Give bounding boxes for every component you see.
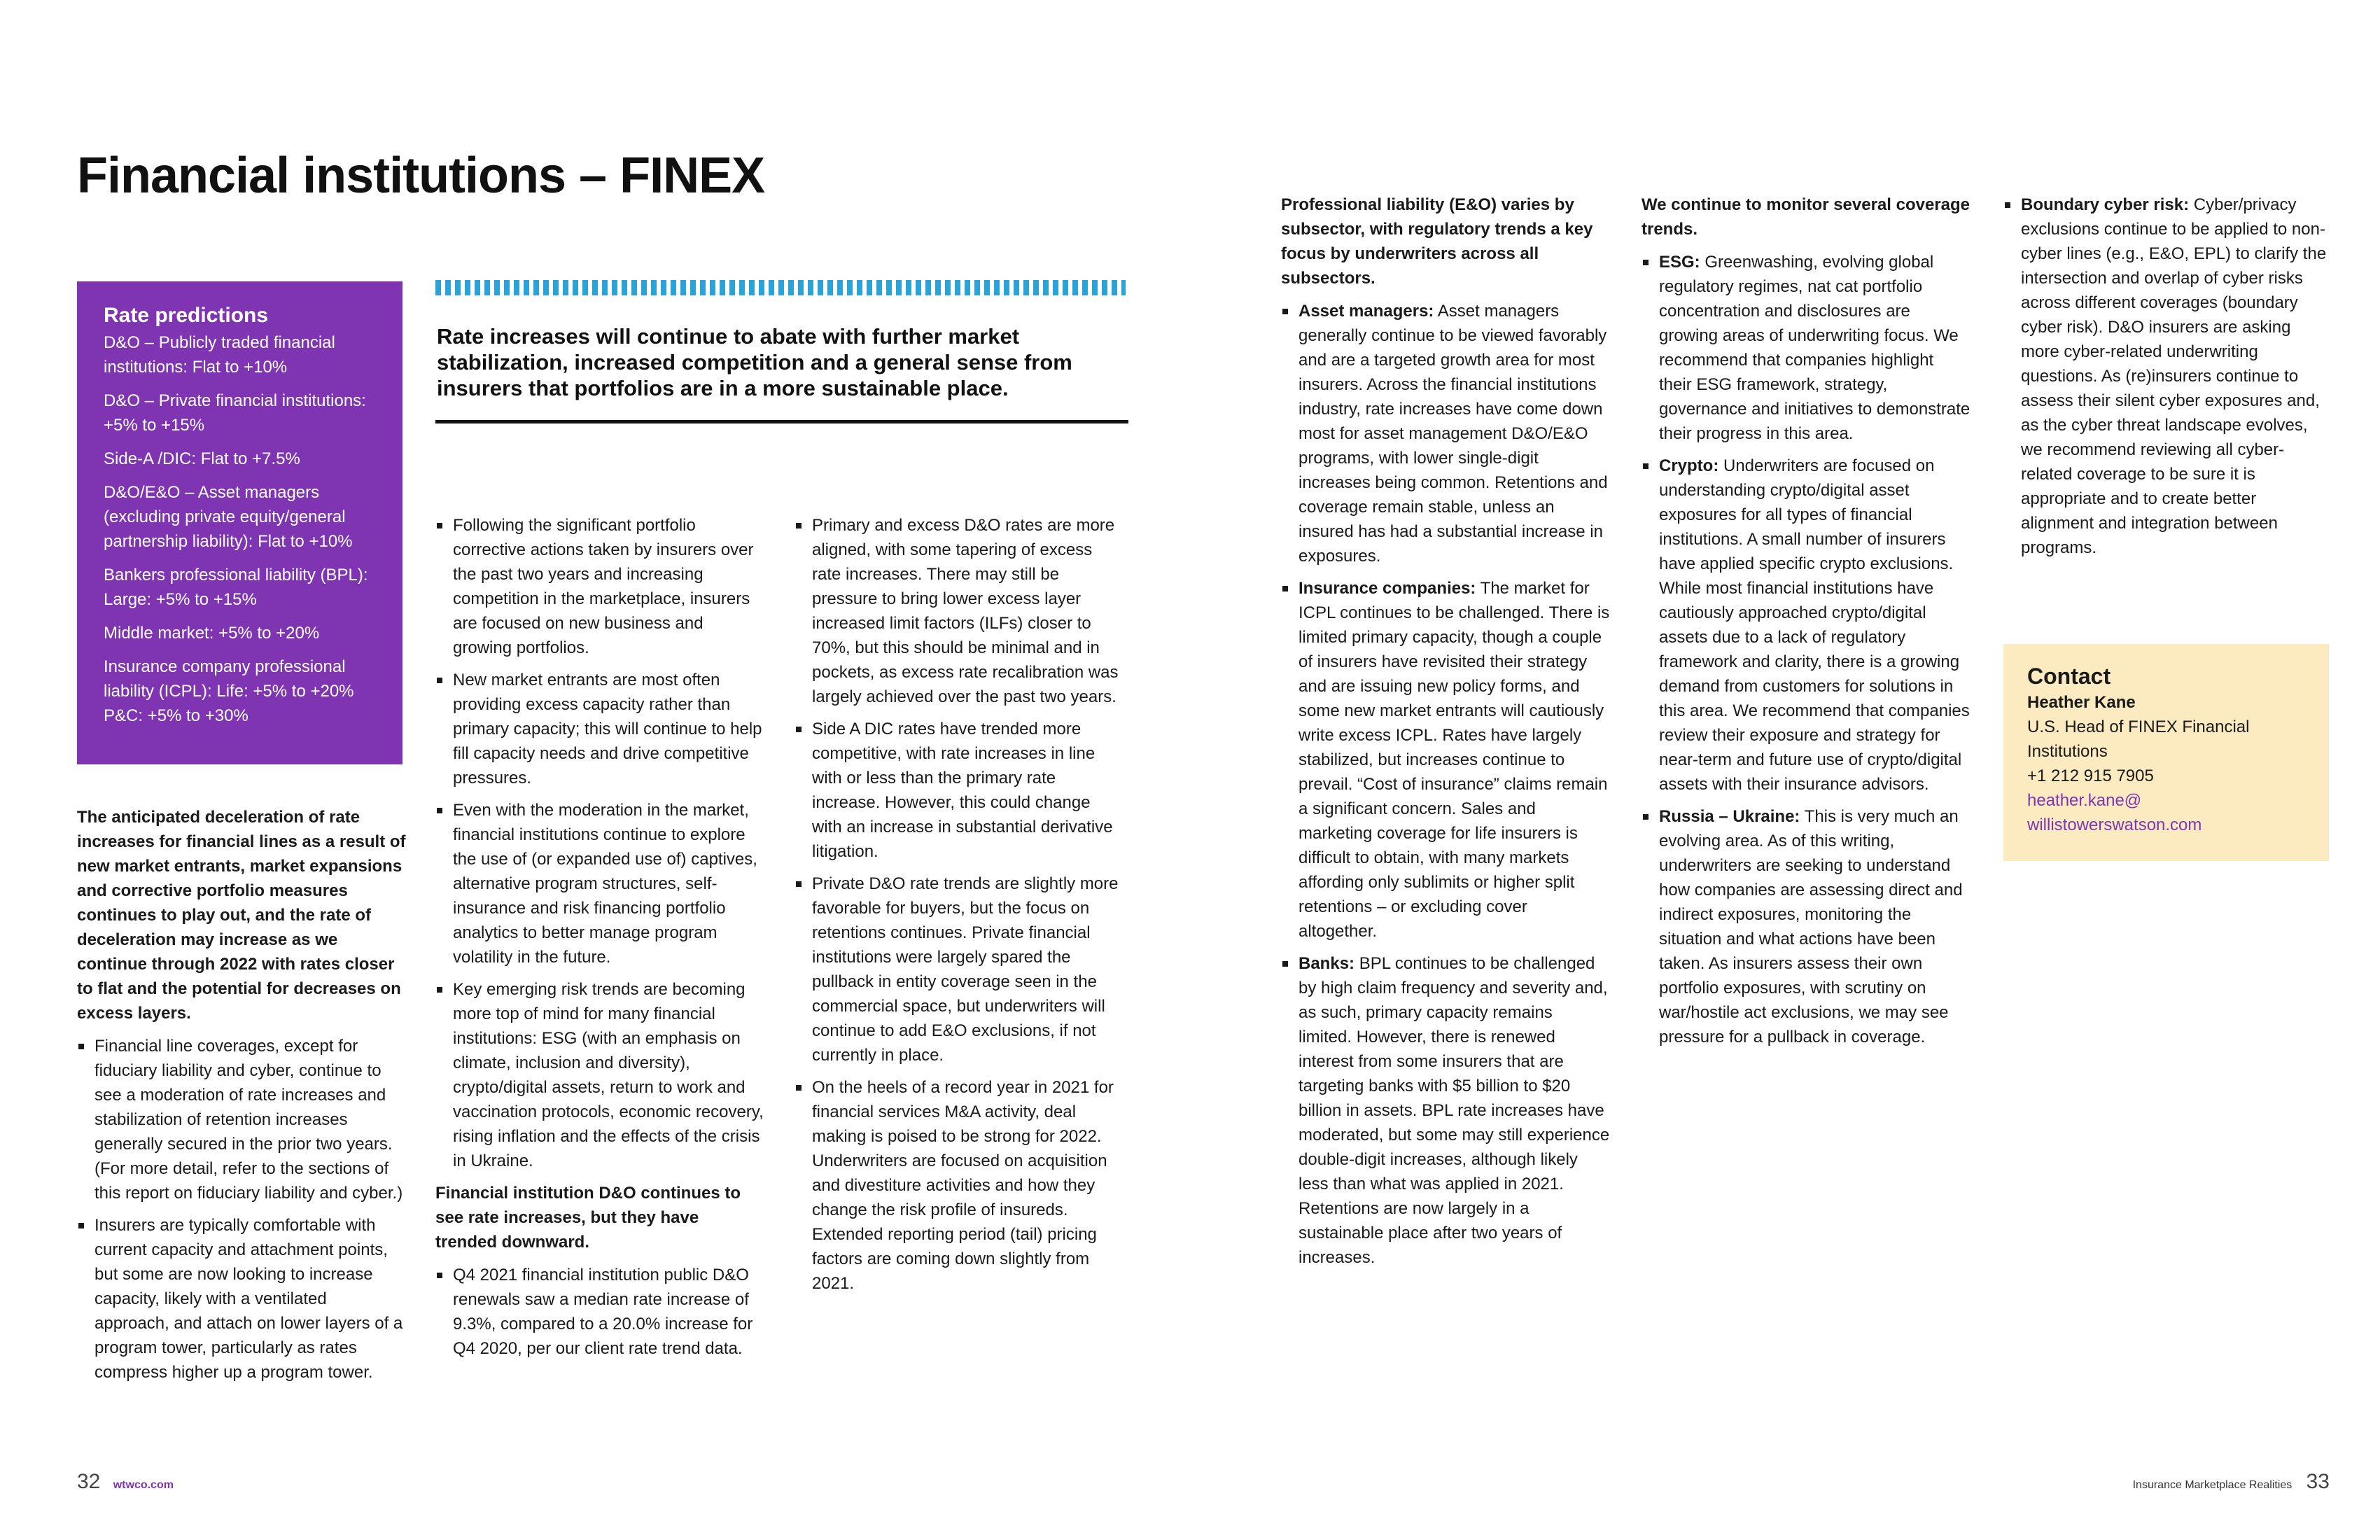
divider-rule [435,420,1128,424]
column-2 [435,513,764,1368]
list-item: Key emerging risk trends are becoming more top of mind for many financial institutions: ESG (with an emphasis on climate, inclusion and diversity), crypto/digital assets, return to work and vaccination protocols, economic recovery, rising inflation and the effects of the crisis in Ukraine. [435,977,764,1173]
column-5-intro: We continue to monitor several coverage trends. [1642,195,1970,239]
list-item [1281,576,1610,944]
column-1-list [77,1034,406,1385]
list-item [2003,192,2332,560]
column-4-intro: Professional liability (E&O) varies by subsector, with regulatory trends a key focus by underwriters across all subsectors. [1281,195,1593,288]
list-item-text: Greenwashing, evolving global regulatory regimes, nat cat portfolio concentration and disclosures are growing areas of underwriting focus. We recommend that companies highlight their ESG framework, strategy, governance and initiatives to demonstrate their progress in this area. [1659,253,1970,443]
footer-left [77,1470,174,1494]
column-2-subhead: Financial institution D&O continues to see rate increases, but they have trended downward. [435,1184,741,1252]
rate-prediction-item: Bankers professional liability (BPL): Large: +5% to +15% [104,566,368,609]
contact-box [2003,644,2329,861]
list-item: Financial line coverages, except for fiduciary liability and cyber, continue to see a moderation of rate increases and stabilization of retention increases generally secured in the prior two years. (For more detail, refer to the sections of this report on fiduciary liability and cyber.) [77,1034,406,1205]
column-3 [794,513,1124,1303]
list-item-text: Underwriters are focused on understanding crypto/digital asset exposures for all types of financial institutions. A small number of insurers have applied specific crypto exclusions. While most financial institutions have cautiously approached crypto/digital assets due to a lack of regulatory framework and clarity, there is a growing demand from customers for solutions in this area. We recommend that companies review their exposure and strategy for near-term and future use of crypto/digital assets with their insurance advisors. [1659,456,1970,794]
column-4-list [1281,299,1610,1270]
column-2-list [435,513,764,1173]
decorative-stripe [435,280,1126,295]
column-2-list-2 [435,1263,764,1361]
website-link[interactable]: wtwco.com [113,1479,174,1491]
list-item [1281,951,1610,1270]
list-item: Q4 2021 financial institution public D&O renewals saw a median rate increase of 9.3%, compared to a 20.0% increase for Q4 2020, per our client rate trend data. [435,1263,764,1361]
column-3-list [794,513,1124,1296]
list-item-text: Asset managers generally continue to be viewed favorably and are a targeted growth area for most insurers. Across the financial institutions industry, rate increases have come down most for asset management D&O/E&O programs, with lower single-digit increases being common. Retentions and coverage remain stable, unless an insured has had a substantial increase in exposures. [1298,302,1608,566]
list-item: Following the significant portfolio corrective actions taken by insurers over the past two years and increasing competition in the marketplace, insurers are focused on new business and growing portfolios. [435,513,764,660]
contact-email-line-1[interactable]: heather.kane@ [2027,791,2142,810]
list-item-label: Boundary cyber risk: [2021,195,2190,214]
rate-prediction-item: D&O – Private financial institutions: +5% to +15% [104,391,366,435]
list-item-label: ESG: [1659,253,1700,272]
page-title: Financial institutions – FINEX [77,148,765,204]
rate-predictions-heading: Rate predictions [104,304,269,327]
list-item: On the heels of a record year in 2021 for financial services M&A activity, deal making is poised to be strong for 2022. Underwriters are focused on acquisition and divestiture activities and how they change the risk profile of insureds. Extended reporting period (tail) pricing factors are coming down slightly from 2021. [794,1075,1124,1296]
list-item: Insurers are typically comfortable with current capacity and attachment points, but some are now looking to increase capacity, likely with a ventilated approach, and attach on lower layers of a program tower, particularly as rates compress higher up a program tower. [77,1213,406,1385]
column-1-intro: The anticipated deceleration of rate increases for financial lines as a result of new market entrants, market expansions and corrective portfolio measures continues to play out, and the rate of deceleration may increase as we continue through 2022 with rates closer to flat and the potential for decreases on excess layers. [77,808,406,1023]
contact-heading: Contact [2027,664,2111,689]
column-4 [1281,192,1610,1278]
list-item-label: Asset managers: [1298,302,1434,321]
column-6 [2003,192,2332,568]
list-item: New market entrants are most often providing excess capacity rather than primary capacity; this will continue to help fill capacity needs and drive competitive pressures. [435,668,764,790]
list-item: Side A DIC rates have trended more competitive, with rate increases in line with or less than the primary rate increase. However, this could change with an increase in substantial derivative litigation. [794,717,1124,864]
list-item: Private D&O rate trends are slightly more favorable for buyers, but the focus on retentions continues. Private financial institutions were largely spared the pullback in entity coverage seen in the commercial space, but underwriters will continue to add E&O exclusions, if not currently in place. [794,872,1124,1068]
list-item-text: BPL continues to be challenged by high claim frequency and severity and, as such, primary capacity remains limited. However, there is renewed interest from some insurers that are targeting banks with $5 billion to $20 billion in assets. BPL rate increases have moderated, but some may still experience double-digit increases, although likely less than what was applied in 2021. Retentions are now largely in a sustainable place after two years of increases. [1298,954,1610,1267]
column-5 [1642,192,1970,1057]
rate-prediction-item: Side-A /DIC: Flat to +7.5% [104,449,300,468]
list-item-text: The market for ICPL continues to be challenged. There is limited primary capacity, though a couple of insurers have revisited their strategy and are issuing new policy forms, and some new market entrants will cautiously write excess ICPL. Rates have largely stabilized, but increases continue to prevail. “Cost of insurance” claims remain a significant concern. Sales and marketing coverage for life insurers is difficult to obtain, with many markets affording only sublimits or higher split retentions – or excluding cover altogether. [1298,579,1610,941]
column-5-list [1642,250,1970,1049]
contact-name: Heather Kane [2027,693,2136,712]
list-item: Even with the moderation in the market, financial institutions continue to explore the use of (or expanded use of) captives, alternative program structures, self-insurance and risk financing portfolio analytics to better manage program volatility in the future. [435,798,764,969]
rate-prediction-item: Middle market: +5% to +20% [104,624,320,643]
list-item [1642,804,1970,1049]
contact-phone[interactable]: +1 212 915 7905 [2027,766,2154,785]
rate-prediction-item: D&O – Publicly traded financial institutions: Flat to +10% [104,333,335,377]
list-item: Primary and excess D&O rates are more aligned, with some tapering of excess rate increases. There may still be pressure to bring lower excess layer increased limit factors (ILFs) closer to 70%, but this should be minimal and in pockets, as excess rate recalibration was largely achieved over the past two years. [794,513,1124,709]
list-item-label: Crypto: [1659,456,1719,475]
footer-right [2133,1470,2330,1494]
list-item-label: Insurance companies: [1298,579,1476,598]
contact-email-link[interactable] [2027,788,2305,837]
rate-prediction-item: Insurance company professional liability (ICPL): Life: +5% to +20% P&C: +5% to +30% [104,657,354,725]
column-6-list [2003,192,2332,560]
column-1 [77,805,406,1392]
page-number-right: 33 [2306,1470,2330,1493]
list-item [1642,250,1970,446]
list-item-label: Russia – Ukraine: [1659,807,1800,826]
rate-prediction-item: D&O/E&O – Asset managers (excluding private equity/general partnership liability): Flat to +10% [104,483,353,551]
list-item-text: This is very much an evolving area. As of this writing, underwriters are seeking to understand how companies are assessing direct and indirect exposures, monitoring the situation and what actions have been taken. As insurers assess their own portfolio exposures, with scrutiny on war/hostile act exclusions, we may see pressure for a pullback in coverage. [1659,807,1963,1046]
list-item-label: Banks: [1298,954,1355,973]
rate-predictions-box [77,281,402,764]
lead-statement: Rate increases will continue to abate with further market stabilization, increased competition and a general sense from insurers that portfolios are in a more sustainable place. [437,324,1072,400]
contact-email-line-2[interactable]: willistowerswatson.com [2027,816,2202,834]
page-number-left: 32 [77,1470,101,1493]
list-item [1281,299,1610,568]
list-item [1642,454,1970,797]
contact-role: U.S. Head of FINEX Financial Institutions [2027,718,2250,761]
publication-name: Insurance Marketplace Realities [2132,1479,2292,1491]
list-item-text: Cyber/privacy exclusions continue to be applied to non-cyber lines (e.g., E&O, EPL) to clarify the intersection and overlap of cyber risks across different coverages (boundary cyber risk). D&O insurers are asking more cyber-related underwriting questions. As (re)insurers continue to assess their silent cyber exposures and, as the cyber threat landscape evolves, we recommend reviewing all cyber-related coverage to be sure it is appropriate and to create better alignment and integration between programs. [2021,195,2327,557]
